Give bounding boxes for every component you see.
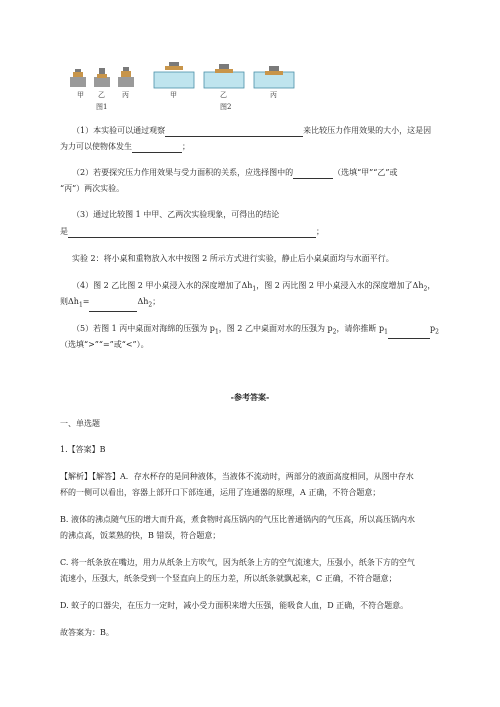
answers-heading: -参考答案- [230,392,270,402]
fig1-yi-drawing [94,68,110,87]
q5-text-c: ，请你推断 p [336,324,385,333]
q5-sub-d: 2 [435,328,439,336]
conclusion-line: 故答案为：B。 [60,628,114,637]
question-5-line-1 [72,323,439,339]
analysis-a-line-2: 杯的一侧可以看出，容器上部开口下部连通，运用了连通器的原理，A 正确，不符合题意； [60,488,381,497]
question-2-line-2 [60,183,124,195]
fig2-bing-tank [254,66,294,88]
q5-sub-a: 1 [214,328,219,336]
q3-text-b: 是 [60,227,68,236]
question-3-line-1 [72,209,279,221]
question-3-line-2 [60,226,324,238]
q4-text-a: （4）图 2 乙比图 2 甲小桌浸入水的深度增加了Δh [72,281,253,290]
q4-text-e: = [82,297,90,306]
q4-text-b: ，图 2 丙比图 2 甲小桌浸入水的深度增加了Δh [256,281,424,290]
q4-text-c: ， [427,281,436,290]
fig2-caption: 图2 [220,103,232,111]
fig1-bing-drawing [118,67,134,87]
figure-illustration [68,60,308,92]
fig2-label-bing: 丙 [270,91,277,99]
question-1-line-1 [72,125,431,137]
q1-text-b: 来比较压力作用效果的大小，这是因 [303,126,432,135]
experiment-figures [68,60,308,115]
section-title: 一、单选题 [60,419,100,428]
question-4-line-2 [60,296,160,312]
q2-answer-blank[interactable] [293,168,333,179]
fig2-jia-tank [154,62,194,88]
fig1-label-bing: 丙 [122,91,129,99]
fig1-label-jia: 甲 [77,91,84,99]
q4-text-f: Δh [137,297,149,306]
analysis-d-line: D. 蚊子的口器尖，在压力一定时，减小受力面积来增大压强，能吸食人血，D 正确，不符合题意。 [60,601,409,610]
q4-sub-a: 1 [252,285,257,293]
q1-text-d: ； [182,142,190,151]
q4-sub-b: 2 [423,285,428,293]
q5-sub-c: 1 [384,328,388,336]
q2-text-a: （2）若要探究压力作用效果与受力面积的关系，应选择图中的 [72,168,294,177]
question-1-line-2 [60,141,190,153]
q5-sub-b: 2 [332,328,337,336]
q5-text-a: （5）若图 1 丙中桌面对海绵的压强为 p [72,324,215,333]
q1-answer-blank-2[interactable] [132,142,182,153]
fig2-yi-tank [204,64,244,88]
fig2-label-yi: 乙 [220,91,227,99]
answer-item-1: 1.【答案】B [60,445,106,454]
q2-text-b: （选填“甲”“乙”或 [333,168,398,177]
analysis-c-line-1: C. 将一纸条放在嘴边，用力从纸条上方吹气，因为纸条上方的空气流速大，压强小，纸条下方的空气 [60,558,415,567]
q4-text-g: ； [152,297,161,306]
q4-text-d: 则Δh [60,297,79,306]
fig1-jia-drawing [70,69,86,87]
analysis-c-line-2: 流速小，压强大，纸条受到一个竖直向上的压力差，所以纸条就飘起来，C 正确，不符合题意； [60,574,397,583]
analysis-b-line-2: 的沸点高，饭菜熟的快，B 错误，符合题意； [60,531,221,540]
question-4-line-1 [72,280,435,296]
q5-text-e: （选填“>”“=”或“<”）。 [60,340,149,349]
q4-sub-f: 2 [148,301,153,309]
q1-text-c: 为力可以使物体发生 [60,142,132,151]
question-5-line-2 [60,339,149,351]
q4-answer-blank[interactable] [89,301,137,312]
q5-text-b: ，图 2 乙中桌面对水的压强为 p [218,324,333,333]
fig1-caption: 图1 [96,103,108,111]
q3-text-a: （3）通过比较图 1 中甲、乙两次实验现象，可得出的结论 [72,210,280,219]
q5-answer-blank[interactable] [388,328,430,339]
q4-sub-d: 1 [78,301,83,309]
fig1-label-yi: 乙 [98,91,105,99]
q5-text-d: p [429,324,436,333]
experiment-2-description: 实验 2：将小桌和重物放入水中按图 2 所示方式进行实验，静止后小桌桌面均与水面平行。 [72,254,394,263]
analysis-b-line-1: B. 液体的沸点随气压的增大而升高，煮食物时高压锅内的气压比普通锅内的气压高，所以高压锅内水 [60,515,415,524]
q3-answer-blank[interactable] [68,227,316,238]
q1-text-a: （1）本实验可以通过观察 [72,126,166,135]
fig2-label-jia: 甲 [170,91,177,99]
q3-text-c: ； [316,227,324,236]
q1-answer-blank-1[interactable] [165,126,303,137]
analysis-a-line-1: 【解析】【解答】A．存水杯存的是同种液体，当液体不流动时，两部分的液面高度相同，从图中存水 [60,472,414,481]
q2-text-c: “丙”）两次实验。 [60,184,125,193]
question-2-line-1 [72,167,397,179]
